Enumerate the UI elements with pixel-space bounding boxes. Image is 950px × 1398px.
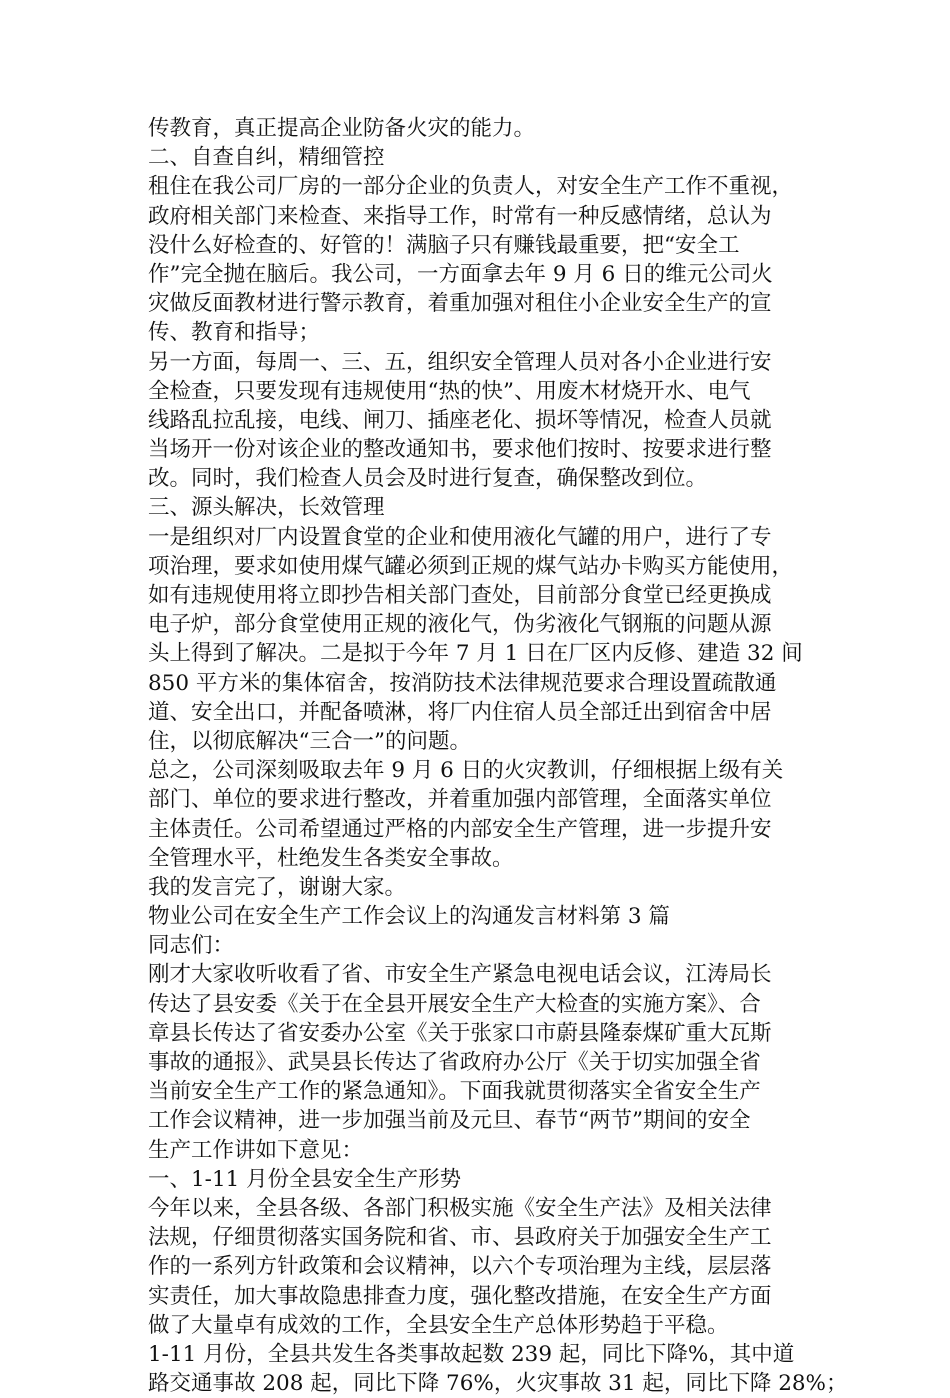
text-line: 事故的通报》、武昊县长传达了省政府办公厅《关于切实加强全省 <box>148 1050 761 1075</box>
text-line: 全检查，只要发现有违规使用“热的快”、用废木材烧开水、电气 <box>148 378 751 404</box>
text-line: 传、教育和指导； <box>148 320 321 346</box>
text-line: 实责任，加大事故隐患排查力度，强化整改措施，在安全生产方面 <box>148 1283 772 1309</box>
text-line: 传达了县安委《关于在全县开展安全生产大检查的实施方案》、合 <box>148 991 761 1017</box>
text-line: 今年以来，全县各级、各部门积极实施《安全生产法》及相关法律 <box>148 1195 772 1221</box>
text-line: 线路乱拉乱接，电线、闸刀、插座老化、损坏等情况，检查人员就 <box>148 407 772 433</box>
text-line: 做了大量卓有成效的工作，全县安全生产总体形势趋于平稳。 <box>148 1312 729 1338</box>
text-line: 如有违规使用将立即抄告相关部门查处，目前部分食堂已经更换成 <box>148 583 772 608</box>
text-line: 当场开一份对该企业的整改通知书，要求他们按时、按要求进行整 <box>148 437 772 463</box>
text-line: 路交通事故 208 起，同比下降 76%，火灾事故 31 起，同比下降 28%； <box>148 1371 848 1397</box>
text-line: 工作会议精神，进一步加强当前及元旦、春节“两节”期间的安全 <box>148 1108 751 1134</box>
text-line: 作的一系列方针政策和会议精神，以六个专项治理为主线，层层落 <box>148 1254 772 1280</box>
section-heading: 二、自查自纠，精细管控 <box>148 145 385 171</box>
text-line: 头上得到了解决。二是拟于今年 7 月 1 日在厂区内反修、建造 32 间 <box>148 641 803 667</box>
salutation: 同志们： <box>148 933 235 959</box>
text-line: 道、安全出口，并配备喷淋，将厂内住宿人员全部迁出到宿舍中居 <box>148 699 772 725</box>
text-line: 另一方面，每周一、三、五，组织安全管理人员对各小企业进行安 <box>148 349 772 375</box>
text-line: 一是组织对厂内设置食堂的企业和使用液化气罐的用户，进行了专 <box>148 524 772 550</box>
text-line: 850 平方米的集体宿舍，按消防技术法律规范要求合理设置疏散通 <box>148 670 777 696</box>
text-line: 总之，公司深刻吸取去年 9 月 6 日的火灾教训，仔细根据上级有关 <box>148 758 784 784</box>
section-heading: 三、源头解决，长效管理 <box>148 495 385 521</box>
section-heading: 一、1-11 月份全县安全生产形势 <box>148 1166 462 1192</box>
document-title: 物业公司在安全生产工作会议上的沟通发言材料第 3 篇 <box>148 904 670 930</box>
text-line: 改。同时，我们检查人员会及时进行复查，确保整改到位。 <box>148 466 708 492</box>
text-line: 灾做反面教材进行警示教育，着重加强对租住小企业安全生产的宣 <box>148 291 772 317</box>
text-line: 部门、单位的要求进行整改，并着重加强内部管理，全面落实单位 <box>148 787 772 813</box>
text-line: 没什么好检查的、好管的！满脑子只有赚钱最重要，把“安全工 <box>148 232 740 258</box>
text-line: 作”完全抛在脑后。我公司，一方面拿去年 9 月 6 日的维元公司火 <box>148 261 773 287</box>
text-line: 住，以彻底解决“三合一”的问题。 <box>148 728 471 754</box>
text-line: 项治理，要求如使用煤气罐必须到正规的煤气站办卡购买方能使用， <box>148 553 794 579</box>
text-line: 主体责任。公司希望通过严格的内部安全生产管理，进一步提升安 <box>148 816 772 842</box>
text-line: 当前安全生产工作的紧急通知》。下面我就贯彻落实全省安全生产 <box>148 1079 761 1105</box>
text-line: 租住在我公司厂房的一部分企业的负责人，对安全生产工作不重视， <box>148 174 794 200</box>
text-line: 电子炉，部分食堂使用正规的液化气，伪劣液化气钢瓶的问题从源 <box>148 612 772 638</box>
text-line: 1-11 月份，全县共发生各类事故起数 239 起，同比下降%，其中道 <box>148 1341 795 1367</box>
text-line: 传教育，真正提高企业防备火灾的能力。 <box>148 116 536 141</box>
text-line: 我的发言完了，谢谢大家。 <box>148 874 407 900</box>
text-line: 刚才大家收听收看了省、市安全生产紧急电视电话会议，江涛局长 <box>148 962 772 988</box>
text-line: 政府相关部门来检查、来指导工作，时常有一种反感情绪，总认为 <box>148 203 772 229</box>
text-line: 全管理水平，杜绝发生各类安全事故。 <box>148 845 514 871</box>
text-line: 法规，仔细贯彻落实国务院和省、市、县政府关于加强安全生产工 <box>148 1225 772 1251</box>
document-body <box>148 114 848 1398</box>
text-line: 章县长传达了省安委办公室《关于张家口市蔚县隆泰煤矿重大瓦斯 <box>148 1020 772 1046</box>
text-line: 生产工作讲如下意见： <box>148 1137 364 1163</box>
